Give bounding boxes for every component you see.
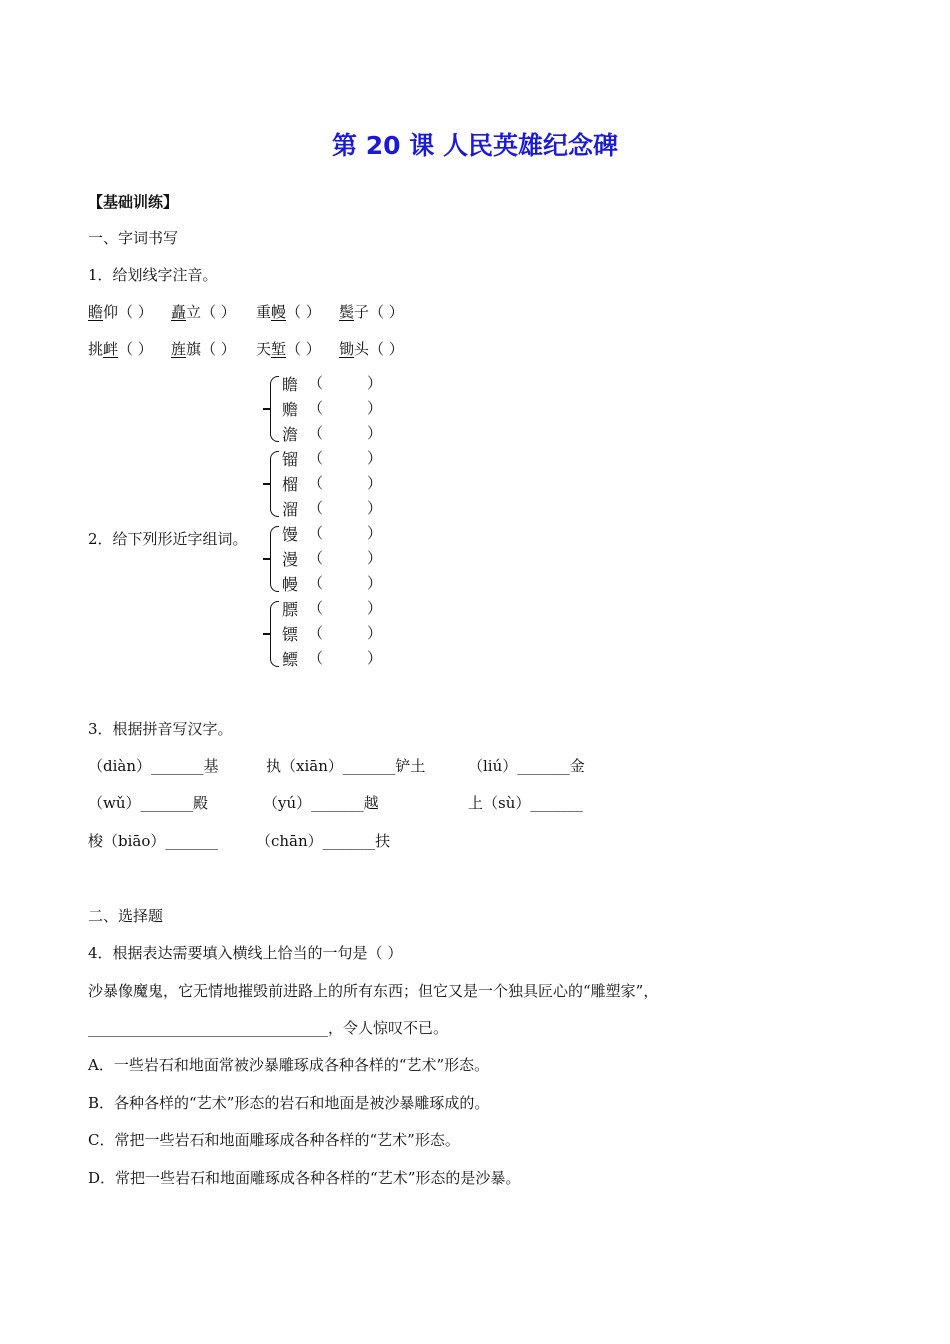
q1-item-rest: 仰（ ） [103,303,153,321]
paren-close: ） [367,374,383,392]
pinyin-item: （chān）_______扶 [256,832,391,850]
brace [270,451,279,517]
group-char: 澹 [282,425,299,444]
q1-item [256,338,321,359]
char-group-1 [266,372,396,447]
underlined-char: 鬓 [339,303,355,321]
group-char: 镖 [282,625,299,644]
q1-item [171,338,236,359]
paren-close: ） [367,599,383,617]
group-char: 榴 [282,475,299,494]
q1-item-pre: 天 [256,340,272,358]
q4-stem: 4．根据表达需要填入横线上恰当的一句是（ ） [88,944,403,962]
pinyin-item: 梭（biāo）_______ [88,832,218,850]
q1-item-rest: 立（ ） [186,303,236,321]
option-b: B．各种各样的“艺术”形态的岩石和地面是被沙暴雕琢成的。 [88,1094,490,1112]
pinyin-item: （diàn）_______基 [88,757,219,775]
q1-item-rest: 头（ ） [354,340,404,358]
option-c: C．常把一些岩石和地面雕琢成各种各样的“艺术”形态。 [88,1131,460,1149]
q1-item-rest: 子（ ） [354,303,404,321]
q4-passage: 沙暴像魔鬼，它无情地摧毁前进路上的所有东西；但它又是一个独具匠心的“雕塑家”， [88,982,659,1000]
group-char: 溜 [282,500,299,519]
q1-item [88,338,153,359]
q1-item-rest: （ ） [286,303,321,321]
paren-close: ） [367,624,383,642]
q1-item-rest: 旗（ ） [186,340,236,358]
paren-open: （ [308,524,324,542]
part1-heading: 一、字词书写 [88,229,179,247]
underlined-char: 矗 [171,303,187,321]
group-char: 赡 [282,400,299,419]
pinyin-item: 上（sù）_______ [468,794,583,812]
paren-open: （ [308,424,324,442]
paren-close: ） [367,574,383,592]
paren-close: ） [367,649,383,667]
part2-heading: 二、选择题 [88,907,164,925]
char-group-3 [266,522,396,597]
brace [270,376,279,442]
q1-item [256,301,321,322]
paren-close: ） [367,449,383,467]
paren-open: （ [308,599,324,617]
brace [270,526,279,592]
q1-item-pre: 挑 [88,340,104,358]
pinyin-item: 执（xiān）_______铲土 [266,757,426,775]
underlined-char: 幔 [271,303,287,321]
paren-close: ） [367,399,383,417]
pinyin-item: （liú）_______金 [468,757,585,775]
brace [270,601,279,667]
q2-stem: 2．给下列形近字组词。 [88,530,248,548]
paren-close: ） [367,499,383,517]
q1-item [88,301,153,322]
char-group-2 [266,447,396,522]
q1-item-rest: （ ） [118,340,153,358]
group-char: 漫 [282,550,299,569]
group-char: 瞻 [282,375,299,394]
paren-close: ） [367,424,383,442]
section-basic-training: 【基础训练】 [88,193,179,211]
paren-close: ） [367,524,383,542]
char-group-4 [266,597,396,672]
paren-open: （ [308,624,324,642]
group-char: 幔 [282,575,299,594]
page-title: 第 20 课 人民英雄纪念碑 [332,131,618,160]
paren-open: （ [308,399,324,417]
paren-open: （ [308,574,324,592]
underlined-char: 旌 [171,340,187,358]
q1-item [339,301,404,322]
paren-open: （ [308,549,324,567]
q1-item-rest: （ ） [286,340,321,358]
paren-open: （ [308,374,324,392]
paren-open: （ [308,499,324,517]
option-a: A．一些岩石和地面常被沙暴雕琢成各种各样的“艺术”形态。 [88,1056,490,1074]
underlined-char: 瞻 [88,303,104,321]
underlined-char: 堑 [271,340,287,358]
underlined-char: 衅 [103,340,119,358]
paren-close: ） [367,474,383,492]
group-char: 鳔 [282,650,299,669]
pinyin-item: （yú）_______越 [263,794,379,812]
q4-blank-line: ________________________________，令人惊叹不已。 [88,1019,449,1037]
q1-item [339,338,404,359]
paren-open: （ [308,474,324,492]
paren-open: （ [308,649,324,667]
paren-close: ） [367,549,383,567]
group-char: 镏 [282,450,299,469]
q1-stem: 1．给划线字注音。 [88,266,218,284]
q3-stem: 3．根据拼音写汉字。 [88,720,233,738]
paren-open: （ [308,449,324,467]
underlined-char: 锄 [339,340,355,358]
q1-item [171,301,236,322]
q1-item-pre: 重 [256,303,272,321]
pinyin-item: （wǔ）_______殿 [88,794,209,812]
option-d: D．常把一些岩石和地面雕琢成各种各样的“艺术”形态的是沙暴。 [88,1169,521,1187]
group-char: 膘 [282,600,299,619]
group-char: 馒 [282,525,299,544]
